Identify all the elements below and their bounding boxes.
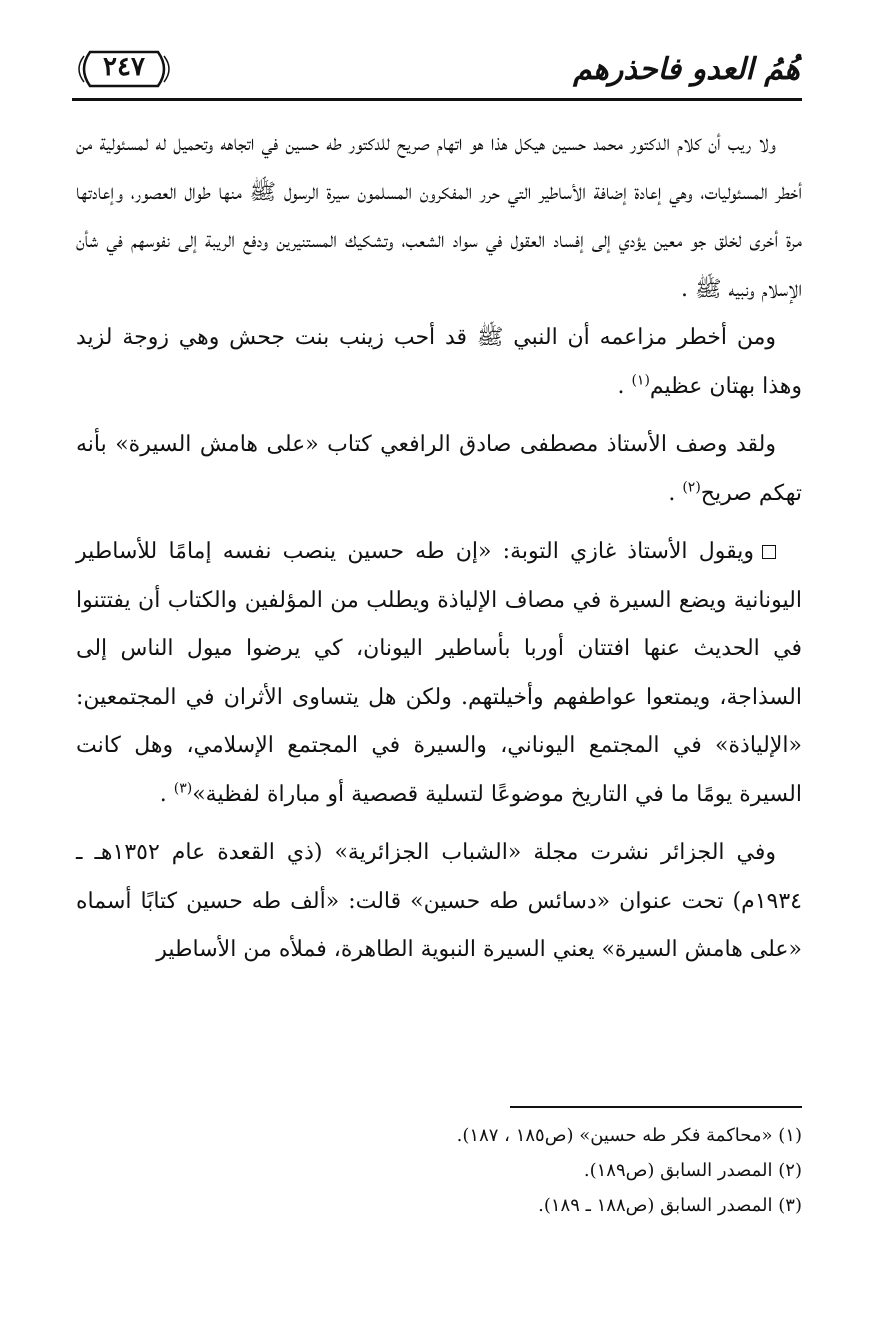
footnote-rule [510,1106,802,1108]
main-text [76,120,802,975]
page-number-badge [76,46,172,92]
footnote-3: (٣) المصدر السابق (ص١٨٨ ـ ١٨٩). [538,1195,802,1216]
square-bullet-icon [762,545,776,559]
footnote-ref-2: (٢) [682,479,701,496]
paragraph-4-end: . [159,781,174,807]
paragraph-2-text: ومن أخطر مزاعمه أن النبي ﷺ قد أحب زينب بنت جحش وهي زوجة لزيد وهذا بهتان عظيم [76,325,802,399]
footnote-ref-1: (١) [631,372,650,389]
paragraph-2-end: . [617,373,632,399]
paragraph-3 [76,421,802,518]
running-title: هُمُ العدو فاحذرهم [573,52,800,87]
page-number: ٢٤٧ [103,52,145,82]
footnotes [76,1118,802,1223]
paragraph-3-text: ولقد وصف الأستاذ مصطفى صادق الرافعي كتاب «على هامش السيرة» بأنه تهكم صريح [76,432,802,506]
paragraph-4 [76,528,802,819]
header-rule [72,98,802,101]
paragraph-5: وفي الجزائر نشرت مجلة «الشباب الجزائرية» (ذي القعدة عام ١٣٥٢هـ ـ ١٩٣٤م) تحت عنوان «دسائس طه حسين» قالت: «ألف طه حسين كتابًا أسماه «على هامش السيرة» يعني السيرة النبوية الطاهرة، فملأه من الأساطير [76,840,802,962]
footnote-2: (٢) المصدر السابق (ص١٨٩). [583,1160,802,1181]
paragraph-2 [76,314,802,411]
footnote-ref-3: (٣) [173,780,193,797]
paragraph-1: ولا ريب أن كلام الدكتور محمد حسين هيكل هذا هو اتهام صريح للدكتور طه حسين في اتجاهه وتحميل له لمسئولية من أخطر المسئوليات، وهي إعادة إضافة الأساطير التي حرر المفكرون المسلمون سيرة الرسول ﷺ منها طوال العصور، وإعادتها مرة أخرى لخلق جو معين يؤدي إلى إفساد العقول في سواد الشعب، وتشكيك المستنيرين ودفع الريبة إلى نفوسهم في شأن الإسلام ونبيه ﷺ . [76,131,802,302]
footnote-1: (١) «محاكمة فكر طه حسين» (ص١٨٥ ، ١٨٧). [456,1125,802,1146]
paragraph-4-text: ويقول الأستاذ غازي التوبة: «إن طه حسين ينصب نفسه إمامًا للأساطير اليونانية ويضع السيرة في مصاف الإلياذة ويطلب من المؤلفين والكتاب أن يفتتنوا في الحديث عنها افتتان أوربا بأساطير اليونان، كي يرضوا ميول الناس إلى السذاجة، ويمتعوا عواطفهم وأخيلتهم. ولكن هل يتساوى الأثران في المجتمعين: «الإلياذة» في المجتمع اليوناني، والسيرة في المجتمع الإسلامي، وهل كانت السيرة يومًا ما في التاريخ موضوعًا لتسلية قصصية أو مباراة لفظية» [76,539,802,807]
page-header [72,36,802,106]
paragraph-3-end: . [668,480,683,506]
